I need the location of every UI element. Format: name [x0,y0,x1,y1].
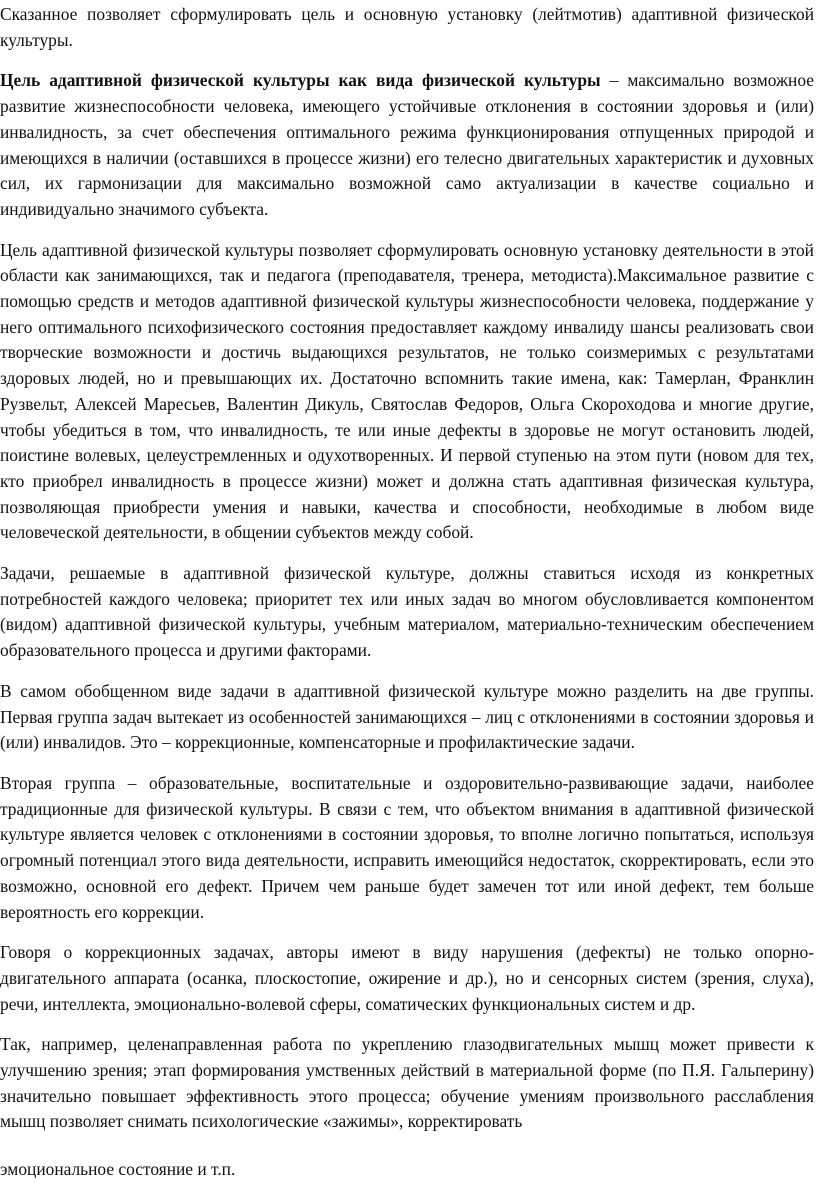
paragraph-text: В самом обобщенном виде задачи в адаптивной физической культуре можно разделить на две группы. Первая группа задач вытекает из особенностей занимающихся – лиц с отклонениями в состоянии здоровья и (или) инвалидов. Это – коррекционные, компенсаторные и профилактические задачи. [0,680,814,753]
paragraph-text: Задачи, решаемые в адаптивной физической культуре, должны ставиться исходя из конкретных потребностей каждого человека; приоритет тех или иных задач во многом обусловливается компонентом (видом) адаптивной физической культуры, учебным материалом, материально-техническим обеспечением образовательного процесса и другими факторами. [0,563,814,661]
paragraph-tasks [0,561,814,664]
paragraph-task-groups [0,679,814,756]
paragraph-text: Вторая группа – образовательные, воспитательные и оздоровительно-развивающие задачи, наиболее традиционные для физической культуры. В связи с тем, что объектом внимания в адаптивной физической культуре является человек с отклонениями в состоянии здоровья, то вполне логично попытаться, используя огромный потенциал этого вида деятельности, исправить имеющийся недостаток, скорректировать, если это возможно, основной его дефект. Причем чем раньше будет замечен тот или иной дефект, тем больше вероятность его коррекции. [0,772,814,922]
paragraph-text: – максимально возможное развитие жизнеспособности человека, имеющего устойчивые отклонения в состоянии здоровья и (или) инвалидность, за счет обеспечения оптимального режима функционирования отпущенных природой и имеющихся в наличии (оставшихся в процессе жизни) его телесно двигательных характеристик и духовных сил, их гармонизации для максимально возможной само актуализации в качестве социально и индивидуально значимого субъекта. [0,70,814,219]
paragraph-corrective-tasks [0,940,814,1017]
paragraph-second-group [0,771,814,925]
paragraph-text: Так, например, целенаправленная работа по укреплению глазодвигательных мышц может привести к улучшению зрения; этап формирования умственных действий в материальной форме (по П.Я. Гальперину) значительно повышает эффективность этого процесса; обучение умениям произвольного расслабления мышц позволяет снимать психологические «зажимы», корректировать [0,1034,814,1132]
paragraph-intro [0,2,814,53]
paragraph-text: Цель адаптивной физической культуры позволяет сформулировать основную установку деятельности в этой области как занимающихся, так и педагога (преподавателя, тренера, методиста).Максимальное развитие с помощью средств и методов адаптивной физической культуры жизнеспособности человека, поддержание у него оптимального психофизического состояния предоставляет каждому инвалиду шансы реализовать свои творческие возможности и достичь выдающихся результатов, не только соизмеримых с результатами здоровых людей, но и превышающих их. Достаточно вспомнить такие имена, как: Тамерлан, Франклин Рузвельт, Алексей Маресьев, Валентин Дикуль, Святослав Федоров, Ольга Скороходова и многие другие, чтобы убедиться в том, что инвалидность, те или иные дефекты в здоровье не могут остановить людей, поистине волевых, целеустремленных и одухотворенных. И первой ступенью на этом пути (новом для тех, кто приобрел инвалидность в процессе жизни) может и должна стать адаптивная физическая культура, позволяющая приобрести умения и навыки, качества и способности, необходимые в любом виде человеческой деятельности, в общении субъектов между собой. [0,239,814,543]
paragraph-text: Сказанное позволяет сформулировать цель и основную установку (лейтмотив) адаптивной физической культуры. [0,4,814,50]
paragraph-goal-definition [0,68,814,222]
paragraph-example [0,1032,814,1135]
paragraph-text: эмоциональное состояние и т.п. [0,1159,236,1180]
paragraph-lead-term: Цель адаптивной физической культуры как вида физической культуры [0,70,601,91]
paragraph-goal-setting [0,238,814,546]
paragraph-text: Говоря о коррекционных задачах, авторы имеют в виду нарушения (дефекты) не только опорно-двигательного аппарата (осанка, плоскостопие, ожирение и др.), но и сенсорных систем (зрения, слуха), речи, интеллекта, эмоционально-волевой сферы, соматических функциональных систем и др. [0,942,814,1014]
paragraph-continuation [0,1157,814,1183]
